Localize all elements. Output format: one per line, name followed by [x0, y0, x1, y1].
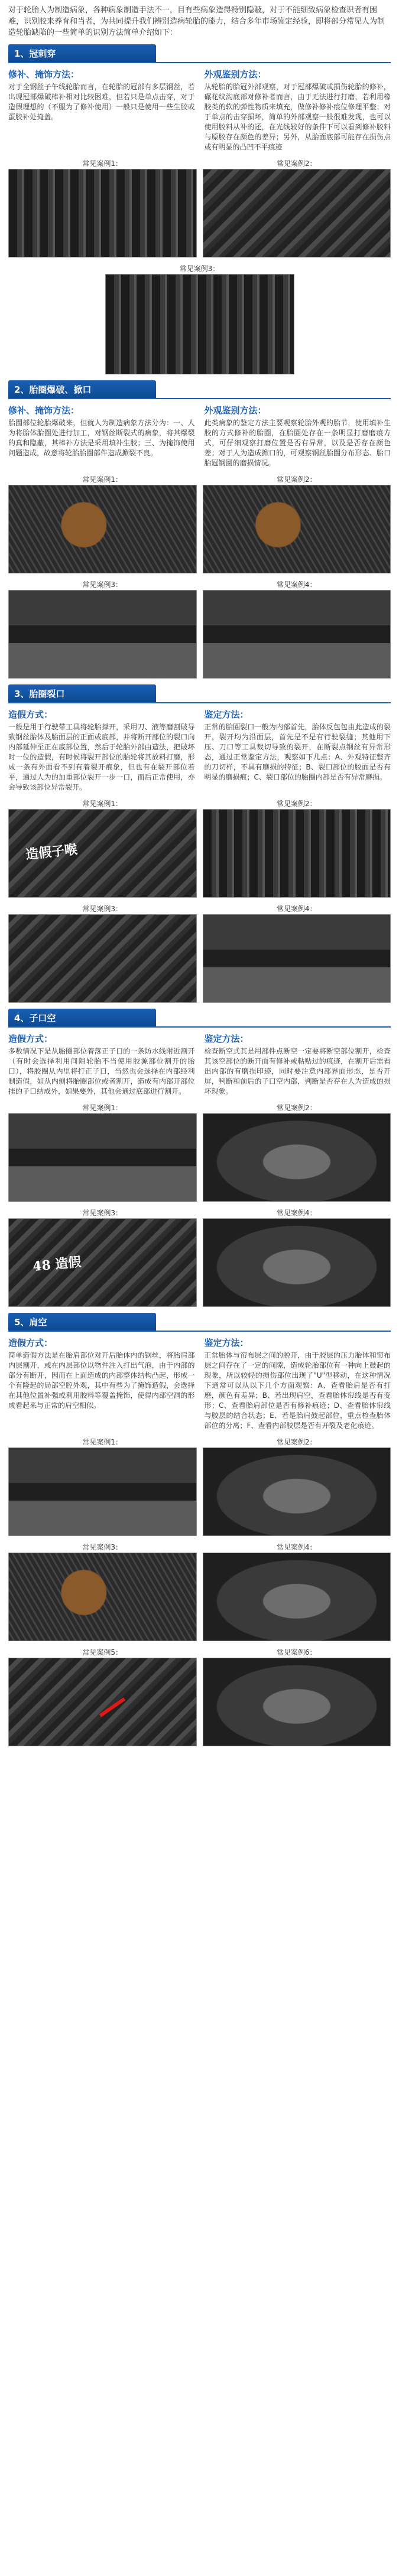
right-text: 此类病象的鉴定方法主要观察轮胎外观的胎节，使用填补生胶的方式修补的胎圈，在胎圈处存在一条明显打磨磨痕方式，可仔细观察打磨位置是否有异常，以及是否存在颜色差；对于人为造成掀口的，可观察钢丝胎圈分布形态、胎口胎冠钢圈的磨损情况。 — [204, 419, 391, 467]
section-header — [8, 1313, 156, 1331]
case-figure — [8, 904, 197, 1003]
case-photo — [203, 914, 391, 1003]
right-heading: 鉴定方法： — [204, 1338, 249, 1348]
case-photo — [203, 1553, 391, 1641]
case-caption: 常见案例2： — [276, 1104, 317, 1112]
case-figure — [105, 263, 294, 374]
case-figure — [8, 158, 197, 257]
case-photo — [8, 914, 197, 1003]
left-column — [8, 708, 195, 793]
right-heading: 外观鉴别方法： — [204, 69, 267, 80]
left-heading: 造假方式： — [8, 1338, 53, 1348]
case-figure — [8, 1437, 197, 1536]
section-header — [8, 1009, 156, 1026]
intro-text: 对于轮胎人为制造病象，各种病象制造手法不一，目有些病象造得特别隐蔽，对于不能细致病象检查识者有困难，识别胶来养育和当者，为共同提升我们辨别造病轮胎的能力，结合多年市场鉴定经验，即将部分常见人为制造轮胎缺陷的一些简单的识别方法简单介绍如下： — [8, 6, 385, 37]
section-columns — [8, 1032, 391, 1097]
case-photo — [8, 590, 197, 679]
figure-row — [8, 158, 391, 257]
case-caption: 常见案例1： — [82, 159, 123, 168]
case-figure — [203, 1647, 391, 1746]
section-columns — [8, 404, 391, 468]
right-column — [205, 68, 391, 152]
case-figure — [203, 579, 391, 679]
case-caption: 常见案例3： — [179, 265, 220, 273]
case-caption: 常见案例4： — [276, 905, 317, 913]
figure-row — [8, 263, 391, 374]
case-photo — [203, 590, 391, 679]
case-caption: 常见案例4： — [276, 581, 317, 589]
left-column — [8, 1032, 195, 1097]
section-bead-crack — [8, 684, 391, 1003]
case-photo — [8, 1447, 197, 1536]
figure-row — [8, 1437, 391, 1536]
section-bead-burst — [8, 380, 391, 679]
right-text: 从轮胎的胎冠外部观察，对于冠部爆破或损伤轮胎的修补，碾花纹沟底部对修补者而言，由于无法进行打磨，若利用橡胶类的软的弹性物质来填充，做修补修补痕位修理平整；对于单点的击穿损坏，简单的外部观察一般很难发现，也可以使用胶料从补的还，在光线较好的条件下可以看到修补胶料与原胶存在颜色的差异；另外，从胎面底部可能存在损伤点或有明显的凸凹不平痕迹 — [204, 83, 391, 151]
section-divider — [8, 62, 391, 63]
case-photo — [8, 1658, 197, 1746]
figure-row — [8, 1542, 391, 1641]
case-caption: 常见案例3： — [82, 905, 123, 913]
case-photo — [8, 1113, 197, 1202]
photo-overlay-text: 48 造假 — [32, 1254, 82, 1275]
right-heading: 外观鉴别方法： — [204, 405, 267, 416]
case-photo — [203, 1658, 391, 1746]
case-caption: 常见案例2： — [276, 800, 317, 808]
case-figure — [203, 1437, 391, 1536]
case-figure — [8, 1103, 197, 1202]
case-figure — [203, 798, 391, 898]
left-text: 对于全钢丝子午线轮胎而言，在轮胎的冠部有多层钢丝，若出现冠部爆破棒补相对比较困难，但若只是单点击穿，对于造假理想的（不服为了修补使用）一般只是使用一些生胶或蛋胶补处掩盖。 — [8, 83, 195, 121]
case-figure — [8, 1208, 197, 1307]
section-title: 5、肩空 — [14, 1316, 47, 1328]
section-crown-puncture — [8, 44, 391, 374]
right-text: 检查断空式其是用部件点断空一定要将断空部位割开，检查其该空部位的断开面有修补或粘贴过的痕迹，在割开后需看出内部的有磨损印迹，同时要注意内部界面形态，是否开屏，判断和前后的子口空内部，判断是否存在人为造成的损坏现象。 — [204, 1047, 391, 1095]
case-figure — [203, 474, 391, 573]
figure-row — [8, 1208, 391, 1307]
photo-overlay-text: 造假子喉 — [25, 842, 79, 863]
left-text: 胎圈部位轮胎爆破来，但就人为制造病象方法分为：一、人为将胎体胎圈处进行加工，对钢丝断裂式的病象，将其爆裂的真和隐蔽，其棒补方法是采用填补生胶；三、为掩饰使用问题造成，故意将轮胎胎圈部件造成掀裂不良。 — [8, 419, 195, 457]
red-arrow-icon — [99, 1697, 125, 1717]
case-figure — [203, 1103, 391, 1202]
section-header — [8, 44, 156, 62]
left-heading: 造假方式： — [8, 1033, 53, 1044]
section-title: 1、冠刺穿 — [14, 48, 56, 59]
case-caption: 常见案例1： — [82, 800, 123, 808]
section-title: 3、胎圈裂口 — [14, 688, 65, 699]
case-figure — [8, 1542, 197, 1641]
case-figure — [8, 1647, 197, 1746]
case-photo — [8, 169, 197, 257]
case-photo — [105, 274, 294, 374]
case-caption: 常见案例5： — [82, 1648, 123, 1657]
left-heading: 修补、掩饰方法： — [8, 405, 80, 416]
case-caption: 常见案例2： — [276, 1438, 317, 1446]
section-bead-separation — [8, 1009, 391, 1307]
section-divider — [8, 1026, 391, 1028]
case-photo — [203, 169, 391, 257]
case-caption: 常见案例2： — [276, 475, 317, 484]
case-caption: 常见案例1： — [82, 1438, 123, 1446]
case-photo — [8, 1218, 197, 1307]
section-divider — [8, 398, 391, 399]
right-text: 正常胎体与帘布层之间的脱开，由于胶层的压力胎体和帘布层之间存在了一定的间隙，造成轮胎部位有一种向上鼓起的现象，所以较轻的损伤部位出现了"U"型移动，在这种情况下通常可以从以下几个方面观察：A、查看胎肩是否有打磨，颜色有差异；B、若出现肩空，查看胎体帘线是否有变形；C、查看胎肩部位是否有修补痕迹；D、查看胎体帘线与胶层的结合状态；E、若是胎肩鼓起部位，重点检查胎体部位的分离；F、查看内部胶层是否有开裂及老化痕迹。 — [204, 1351, 391, 1430]
case-caption: 常见案例3： — [82, 581, 123, 589]
figure-row — [8, 904, 391, 1003]
right-column — [205, 1032, 391, 1097]
case-caption: 常见案例3： — [82, 1209, 123, 1217]
section-title: 4、子口空 — [14, 1012, 56, 1023]
case-photo — [203, 485, 391, 573]
left-column — [8, 1336, 195, 1431]
case-caption: 常见案例4： — [276, 1543, 317, 1551]
right-column — [205, 1336, 391, 1431]
right-heading: 鉴定方法： — [204, 1033, 249, 1044]
case-figure — [203, 1208, 391, 1307]
case-photo — [203, 1218, 391, 1307]
case-caption: 常见案例1： — [82, 475, 123, 484]
case-figure — [8, 798, 197, 898]
case-photo — [8, 485, 197, 573]
left-column — [8, 404, 195, 468]
section-header — [8, 684, 156, 702]
case-photo — [203, 809, 391, 898]
section-shoulder-separation — [8, 1313, 391, 1746]
case-figure — [203, 904, 391, 1003]
left-text: 一般是用于行驶带工具将轮胎撑开，采用刀、液等磨割破导致钢丝胎体及胎面层的正面或底部，并将断开部位的裂口向内部延伸至正在底部位置，然后于轮胎外部由造法，把破坏时一位的造假，有时候将裂开部位的胎轮将其放料打磨，形成一条有外面看不到有着裂开痕象，但也有在裂开部位若平，通过人为的加重部位裂开一步一口，而后正常使用，亦会导致该部位异常裂开。 — [8, 723, 195, 791]
case-photo — [203, 1113, 391, 1202]
figure-row — [8, 798, 391, 898]
left-heading: 造假方式： — [8, 709, 53, 720]
left-heading: 修补、掩饰方法： — [8, 69, 80, 80]
right-heading: 鉴定方法： — [204, 709, 249, 720]
case-caption: 常见案例4： — [276, 1209, 317, 1217]
section-columns — [8, 68, 391, 152]
case-photo — [8, 809, 197, 898]
case-figure — [8, 474, 197, 573]
case-caption: 常见案例6： — [276, 1648, 317, 1657]
section-columns — [8, 1336, 391, 1431]
case-photo — [203, 1447, 391, 1536]
section-header — [8, 380, 156, 398]
case-figure — [203, 158, 391, 257]
right-column — [205, 708, 391, 793]
figure-row — [8, 579, 391, 679]
section-columns — [8, 708, 391, 793]
case-caption: 常见案例1： — [82, 1104, 123, 1112]
figure-row — [8, 474, 391, 573]
left-text: 简单造假方法是在胎肩部位对开后胎体内的钢丝，将胎肩部内层割开，或在内层部位以物件注入打出气泡，由于内部的部分有断开，因而在上面造成的内部整体结构凸起，形成一个有隆起的局部空腔外观，其中有些为了掩饰造假，会选择在其他位置补强或利用胶料等覆盖掩饰，使得内部空洞的形成看起来与正常的肩空相似。 — [8, 1351, 195, 1410]
right-text: 正常的胎圈裂口一般为内部首先，胎体反包包由此造成的裂开，裂开均为沿面层，首先是不是有行驶裂缝；其他用下压、刀口等工具裁切导致的裂开，在断裂点钢丝有异常形态，通过正常鉴定方法，观察如下几点：A、外观特征整齐的刀切样，不具有磨损的特征；B、裂口部位的胶面是否有明显的磨损痕；C、裂口部位的胎圈内部是否有异常磨损。 — [204, 723, 391, 781]
case-caption: 常见案例3： — [82, 1543, 123, 1551]
figure-row — [8, 1103, 391, 1202]
section-divider — [8, 1331, 391, 1332]
case-figure — [8, 579, 197, 679]
case-photo — [8, 1553, 197, 1641]
right-column — [205, 404, 391, 468]
case-figure — [203, 1542, 391, 1641]
section-divider — [8, 702, 391, 703]
left-column — [8, 68, 195, 152]
section-title: 2、胎圈爆破、掀口 — [14, 384, 92, 395]
figure-row — [8, 1647, 391, 1746]
case-caption: 常见案例2： — [276, 159, 317, 168]
left-text: 多数情况下是从胎圈部位着落正子口的一条防水线附近割开（有时会选择利用间隙轮胎不当使用胶源部位割开的胎口），将胶圈从内里将打正子口，当然也会选择在内部经利制造假，如从内侧将胎圈部位或者割开，造成有内部开部位挂的子口结成外，如果要外，其他会通过底部进行割开。 — [8, 1047, 195, 1095]
